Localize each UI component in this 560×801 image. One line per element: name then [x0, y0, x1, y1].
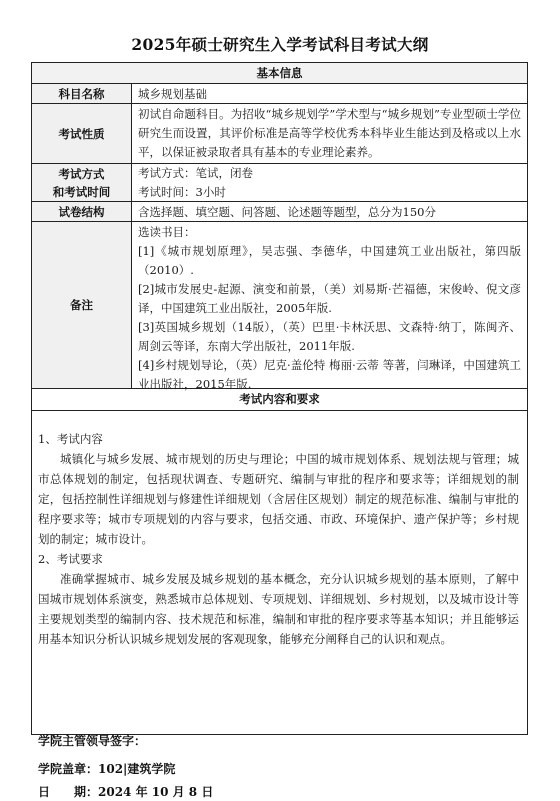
- exam-method-label-line1: 考试方式: [58, 166, 105, 181]
- notes-reference: [1]《城市规划原理》，吴志强、李德华，中国建筑工业出版社，第四版（2010）.: [138, 244, 521, 277]
- content-heading-2: 2、考试要求: [38, 552, 103, 566]
- notes-content: [138, 223, 521, 394]
- college-seal-line: 学院盖章：102|建筑学院: [38, 762, 176, 776]
- content-paragraph-2: 准确掌握城市、城乡发展及城乡规划的基本概念，充分认识城乡规划的基本原则，了解中国城市规划体系演变，熟悉城市总体规划、专项规划、详细规划、乡村规划，以及城市设计等主要规划类型的编制内容、技术规范和标准，编制和审批的程序要求等基本知识；并且能够运用基本知识分析认识城乡规划发展的客观现象，能够充分阐释自己的认识和观点。: [38, 572, 519, 646]
- exam-time-value: 考试时间：3小时: [138, 185, 226, 199]
- content-header: 考试内容和要求: [32, 389, 527, 411]
- notes-row: [32, 222, 527, 389]
- exam-method-value: 考试方式：笔试，闭卷: [138, 166, 253, 180]
- paper-structure-value: 含选择题、填空题、问答题、论述题等题型，总分为150分: [138, 205, 436, 219]
- notes-reference: [2]城市发展史-起源、演变和前景，（美）刘易斯·芒福德，宋俊岭、倪文彦译，中国建筑工业出版社，2005年版.: [138, 282, 521, 315]
- exam-method-row: [32, 164, 527, 202]
- syllabus-table: [31, 62, 528, 735]
- exam-method-label-line2: 和考试时间: [52, 184, 111, 199]
- notes-reference: [4]乡村规划导论，（英）尼克·盖伦特 梅丽·云蒂 等著，闫琳译，中国建筑工业出版社，2015年版.: [138, 358, 521, 391]
- paper-structure-label: 试卷结构: [32, 202, 132, 221]
- date-line: 日 期：2024 年 10 月 8 日: [38, 785, 214, 799]
- exam-nature-label: 考试性质: [32, 104, 132, 163]
- exam-nature-row: [32, 104, 527, 164]
- paper-structure-row: [32, 202, 527, 222]
- content-body: [38, 429, 519, 649]
- notes-reference: [3]英国城乡规划（14版），（英）巴里·卡林沃思、文森特·纳丁，陈闽齐、周剑云等译，东南大学出版社，2011年版.: [138, 320, 521, 353]
- basic-info-header: 基本信息: [32, 63, 527, 84]
- exam-method-label: [32, 164, 132, 201]
- exam-nature-text: 初试自命题科目。为招收“城乡规划学”学术型与“城乡规划”专业型硕士学位研究生而设置，其评价标准是高等学校优秀本科毕业生能达到及格或以上水平，以保证被录取者具有基本的专业理论素养。: [138, 107, 521, 159]
- subject-name-label: 科目名称: [32, 84, 132, 103]
- content-paragraph-1: 城镇化与城乡发展、城市规划的历史与理论；中国的城市规划体系、规划法规与管理；城市总体规划的制定，包括现状调查、专题研究、编制与审批的程序和要求等；详细规划的制定，包括控制性详细规划与修建性详细规划（含居住区规划）制定的规范标准、编制与审批的程序要求等；城市专项规划的内容与要求，包括交通、市政、环境保护、遗产保护等；乡村规划的制定；城市设计。: [38, 452, 519, 546]
- page-title: 2025年硕士研究生入学考试科目考试大纲: [131, 35, 429, 54]
- notes-intro: 选读书目：: [138, 225, 196, 239]
- subject-name-value: 城乡规划基础: [138, 87, 207, 101]
- content-heading-1: 1、考试内容: [38, 432, 103, 446]
- signature-label: 学院主管领导签字：: [38, 734, 147, 748]
- subject-name-row: [32, 84, 527, 104]
- notes-label: 备注: [32, 222, 132, 388]
